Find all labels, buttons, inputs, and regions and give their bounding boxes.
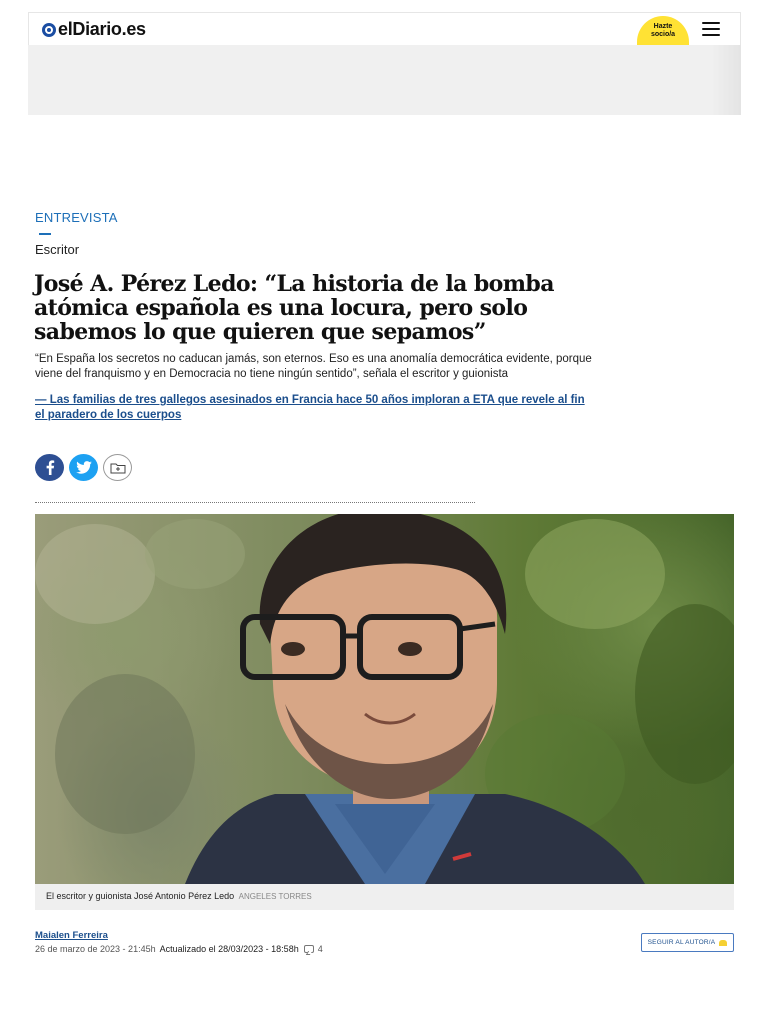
article-dates — [35, 944, 323, 954]
site-header — [28, 12, 741, 45]
save-article-button[interactable] — [103, 454, 132, 481]
bell-icon — [719, 940, 727, 946]
facebook-share-button[interactable] — [35, 454, 64, 481]
facebook-icon — [45, 460, 55, 475]
twitter-icon — [76, 461, 92, 474]
related-article-link[interactable]: — Las familias de tres gallegos asesinados en Francia hace 50 años imploran a ETA que revele al fin el paradero de los cuerpos — [35, 394, 585, 421]
site-logo[interactable] — [42, 19, 146, 40]
logo-text: elDiario.es — [58, 19, 146, 39]
article-standfirst: “En España los secretos no caducan jamás, son eternos. Eso es una anomalía democrática evidente, porque viene del franquismo y en Democracia no tiene ningún sentido”, señala el escritor y guionista — [35, 353, 592, 380]
caption-text: El escritor y guionista José Antonio Pérez Ledo — [46, 891, 235, 901]
comment-icon[interactable] — [304, 945, 314, 953]
hazte-socio-button[interactable] — [637, 16, 689, 46]
ad-banner — [28, 45, 741, 115]
folder-add-icon — [110, 462, 126, 474]
section-tag[interactable]: ENTREVISTA — [35, 210, 118, 225]
author-link[interactable]: Maialen Ferreira — [35, 930, 108, 941]
socio-button-line1: Hazte — [653, 23, 673, 30]
portrait-illustration — [35, 514, 734, 884]
photo-caption — [35, 884, 734, 910]
article-photo — [35, 514, 734, 884]
section-divider — [39, 233, 51, 235]
follow-author-button[interactable] — [641, 933, 734, 952]
subtopic-label: Escritor — [35, 242, 80, 257]
photo-credit: ANGELES TORRES — [238, 892, 312, 901]
comment-count[interactable]: 4 — [317, 944, 323, 954]
socio-button-line2: socio/a — [650, 31, 676, 38]
twitter-share-button[interactable] — [69, 454, 98, 481]
article-headline: José A. Pérez Ledo: “La historia de la bomba atómica española es una locura, pero solo sabemos lo que quieren que sepamos” — [34, 271, 554, 345]
share-buttons — [35, 454, 132, 481]
hamburger-menu-icon[interactable] — [702, 22, 720, 36]
updated-date: Actualizado el 28/03/2023 - 18:58h — [159, 944, 299, 954]
published-date: 26 de marzo de 2023 - 21:45h — [35, 944, 156, 954]
logo-mark-icon — [42, 23, 56, 37]
dotted-divider — [35, 502, 475, 503]
follow-button-label: SEGUIR AL AUTOR/A — [647, 939, 716, 946]
